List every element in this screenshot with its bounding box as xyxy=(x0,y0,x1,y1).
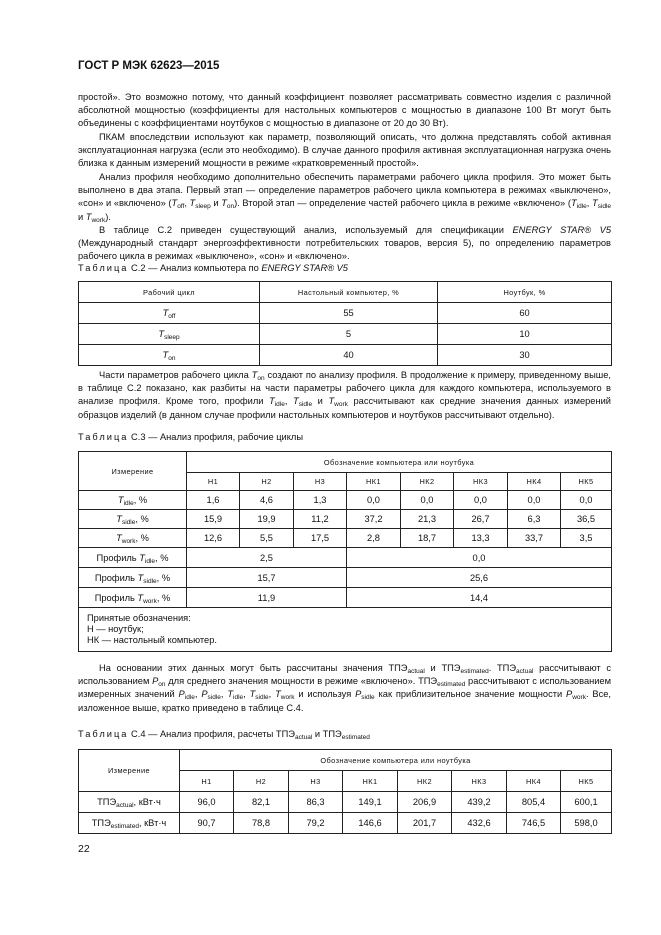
table-cell: 439,2 xyxy=(452,792,507,813)
table-cell: $T_{on}$ xyxy=(79,345,260,366)
table-cell: 0,0 xyxy=(454,491,508,510)
table-notes-row xyxy=(79,608,612,652)
table-row xyxy=(79,491,612,510)
table-cell: 6,3 xyxy=(508,510,561,529)
table-cell: 26,7 xyxy=(454,510,508,529)
table-cell: 79,2 xyxy=(289,813,343,834)
column-header: НК2 xyxy=(398,771,452,792)
table-cell: 5,5 xyxy=(240,529,294,548)
column-header: НК1 xyxy=(347,473,401,491)
table-c4 xyxy=(78,749,612,834)
row-label: $T_{sidle}$, % xyxy=(79,510,187,529)
column-header: Н3 xyxy=(289,771,343,792)
table-cell: 2,5 xyxy=(187,548,347,568)
table-cell: 432,6 xyxy=(452,813,507,834)
table-c3-caption: Таблица С.3 — Анализ профиля, рабочие циклы xyxy=(78,432,304,442)
row-label: Профиль $T_{idle}$, % xyxy=(79,548,187,568)
table-cell: 746,5 xyxy=(507,813,561,834)
table-cell: 1,6 xyxy=(187,491,240,510)
table-cell: 2,8 xyxy=(347,529,401,548)
paragraph-2: ПКАМ впоследствии используют как параметр, позволяющий описать, что должна представлять собой активная эксплуатационная нагрузка (если это необходимо). В случае данного профиля активная эксплуатационная нагрузка очень близка к данным измерений мощности в режиме «кратковременный простой». xyxy=(78,132,611,169)
table-header-cell: Измерение xyxy=(79,750,180,792)
column-header: НК3 xyxy=(452,771,507,792)
table-row xyxy=(79,588,612,608)
row-label: Профиль $T_{sidle}$, % xyxy=(79,568,187,588)
table-cell: 86,3 xyxy=(289,792,343,813)
column-header: НК3 xyxy=(454,473,508,491)
table-header-cell: Измерение xyxy=(79,452,187,491)
column-header: НК4 xyxy=(508,473,561,491)
table-row xyxy=(79,813,612,834)
table-cell: 19,9 xyxy=(240,510,294,529)
table-cell: 36,5 xyxy=(561,510,612,529)
table-notes xyxy=(79,608,612,652)
table-cell: 0,0 xyxy=(508,491,561,510)
table-c4-caption: Таблица С.4 — Анализ профиля, расчеты $ТПЭ_{actual}$ и $ТПЭ_{estimated}$ xyxy=(78,729,370,741)
table-cell: 33,7 xyxy=(508,529,561,548)
table-header-cell: Обозначение компьютера или ноутбука xyxy=(180,750,612,771)
table-cell: 18,7 xyxy=(401,529,454,548)
table-cell: 10 xyxy=(438,324,612,345)
table-cell: 600,1 xyxy=(561,792,612,813)
table-cell: 14,4 xyxy=(347,588,612,608)
row-label: $T_{work}$, % xyxy=(79,529,187,548)
table-cell: 15,9 xyxy=(187,510,240,529)
table-header-cell: Ноутбук, % xyxy=(438,282,612,303)
table-cell: 12,6 xyxy=(187,529,240,548)
table-row xyxy=(79,792,612,813)
table-cell: 0,0 xyxy=(347,491,401,510)
column-header: Н3 xyxy=(294,473,347,491)
column-header: НК1 xyxy=(343,771,398,792)
table-cell: 4,6 xyxy=(240,491,294,510)
table-cell: 0,0 xyxy=(347,548,612,568)
table-header-cell: Рабочий цикл xyxy=(79,282,260,303)
note-line: Н — ноутбук; xyxy=(87,624,144,634)
table-cell: 1,3 xyxy=(294,491,347,510)
row-label: $ТПЭ_{estimated}$, кВт·ч xyxy=(79,813,180,834)
table-c2 xyxy=(78,281,612,366)
row-label: $T_{idle}$, % xyxy=(79,491,187,510)
table-cell: 206,9 xyxy=(398,792,452,813)
column-header: Н2 xyxy=(240,473,294,491)
table-cell: 5 xyxy=(260,324,438,345)
row-label: $ТПЭ_{actual}$, кВт·ч xyxy=(79,792,180,813)
column-header: НК5 xyxy=(561,473,612,491)
table-row xyxy=(79,345,612,366)
page-number: 22 xyxy=(78,843,90,855)
table-cell: 60 xyxy=(438,303,612,324)
table-row xyxy=(79,548,612,568)
table-cell: 40 xyxy=(260,345,438,366)
table-cell: $T_{sleep}$ xyxy=(79,324,260,345)
table-cell: 201,7 xyxy=(398,813,452,834)
column-header: НК4 xyxy=(507,771,561,792)
table-cell: 25,6 xyxy=(347,568,612,588)
table-cell: 598,0 xyxy=(561,813,612,834)
table-cell: 11,9 xyxy=(187,588,347,608)
column-header: НК2 xyxy=(401,473,454,491)
table-cell: 146,6 xyxy=(343,813,398,834)
table-cell: 30 xyxy=(438,345,612,366)
document-header: ГОСТ Р МЭК 62623—2015 xyxy=(78,60,220,72)
table-cell: 11,2 xyxy=(294,510,347,529)
table-cell: 82,1 xyxy=(234,792,289,813)
column-header: Н1 xyxy=(180,771,234,792)
table-row xyxy=(79,529,612,548)
table-header-cell: Настольный компьютер, % xyxy=(260,282,438,303)
table-row xyxy=(79,324,612,345)
table-cell: 96,0 xyxy=(180,792,234,813)
table-cell: 55 xyxy=(260,303,438,324)
note-line: Принятые обозначения: xyxy=(87,613,191,623)
table-cell: 13,3 xyxy=(454,529,508,548)
table-c3 xyxy=(78,451,612,652)
table-cell: 0,0 xyxy=(561,491,612,510)
column-header: НК5 xyxy=(561,771,612,792)
table-cell: 15,7 xyxy=(187,568,347,588)
table-cell: 21,3 xyxy=(401,510,454,529)
column-header: Н2 xyxy=(234,771,289,792)
table-cell: 805,4 xyxy=(507,792,561,813)
table-cell: 149,1 xyxy=(343,792,398,813)
paragraph-3: Анализ профиля необходимо дополнительно обеспечить параметрами рабочего цикла профиля. Это может быть выполнено в два этапа. Первый этап — определение параметров рабочего цикла компьютера в режимах «выключено», «сон» и «включено» ($T_{off}$, $T_{sleep}$ и $T_{on}$). Второй этап — определение частей рабочего цикла в режиме «включено» ($T_{idle}$, $T_{sidle}$ и $T_{work}$). xyxy=(78,172,612,224)
table-row xyxy=(79,510,612,529)
paragraph-5: Части параметров рабочего цикла $T_{on}$ создают по анализу профиля. В продолжение к примеру, приведенному выше, в таблице С.2 показано, как разбиты на части параметры рабочего цикла для каждого компьютера, используемого в анализе профиля. Кроме того, профили $T_{idle}$, $T_{sidle}$ и $T_{work}$ рассчитывают как средние значения данных измерений образцов изделий (в данном случае профили настольных компьютеров и ноутбуков рассчитывают отдельно). xyxy=(78,370,611,420)
table-cell: 3,5 xyxy=(561,529,612,548)
paragraph-1: простой». Это возможно потому, что данный коэффициент позволяет рассматривать совместно изделия с различной абсолютной мощностью (коэффициенты для настольных компьютеров с мощностью в диапазоне 100 Вт могут быть объединены с коэффициентами ноутбуков с мощностью в диапазоне от 20 до 30 Вт). xyxy=(78,92,611,129)
table-cell: 17,5 xyxy=(294,529,347,548)
table-row xyxy=(79,303,612,324)
table-cell: 37,2 xyxy=(347,510,401,529)
paragraph-6: На основании этих данных могут быть рассчитаны значения $ТПЭ_{actual}$ и $ТПЭ_{estimated}$. $ТПЭ_{actual}$ рассчитывают с использованием $P_{on}$ для среднего значения мощности в режиме «включено». $ТПЭ_{estimated}$ рассчитывают с использованием измеренных значений $P_{idle}$, $P_{sidle}$, $T_{idle}$, $T_{sidle}$, $T_{work}$ и используя $P_{sidle}$ как приблизительное значение мощности $P_{work}$. Все, изложенное выше, кратко приведено в таблице С.4. xyxy=(78,663,611,713)
table-cell: 78,8 xyxy=(234,813,289,834)
table-cell: 90,7 xyxy=(180,813,234,834)
note-line: НК — настольный компьютер. xyxy=(87,635,217,645)
table-cell: $T_{off}$ xyxy=(79,303,260,324)
paragraph-4: В таблице С.2 приведен существующий анализ, используемый для спецификации ENERGY STAR® V5 (Международный стандарт энергоэффективности потребительских товаров, версия 5), по определению параметров рабочего цикла в режимах «выключено», «сон» и «включено». xyxy=(78,225,611,262)
column-header: Н1 xyxy=(187,473,240,491)
table-row xyxy=(79,568,612,588)
table-c2-caption: Таблица С.2 — Анализ компьютера по ENERGY STAR® V5 xyxy=(78,263,348,273)
table-cell: 0,0 xyxy=(401,491,454,510)
table-header-cell: Обозначение компьютера или ноутбука xyxy=(187,452,612,473)
row-label: Профиль $T_{work}$, % xyxy=(79,588,187,608)
